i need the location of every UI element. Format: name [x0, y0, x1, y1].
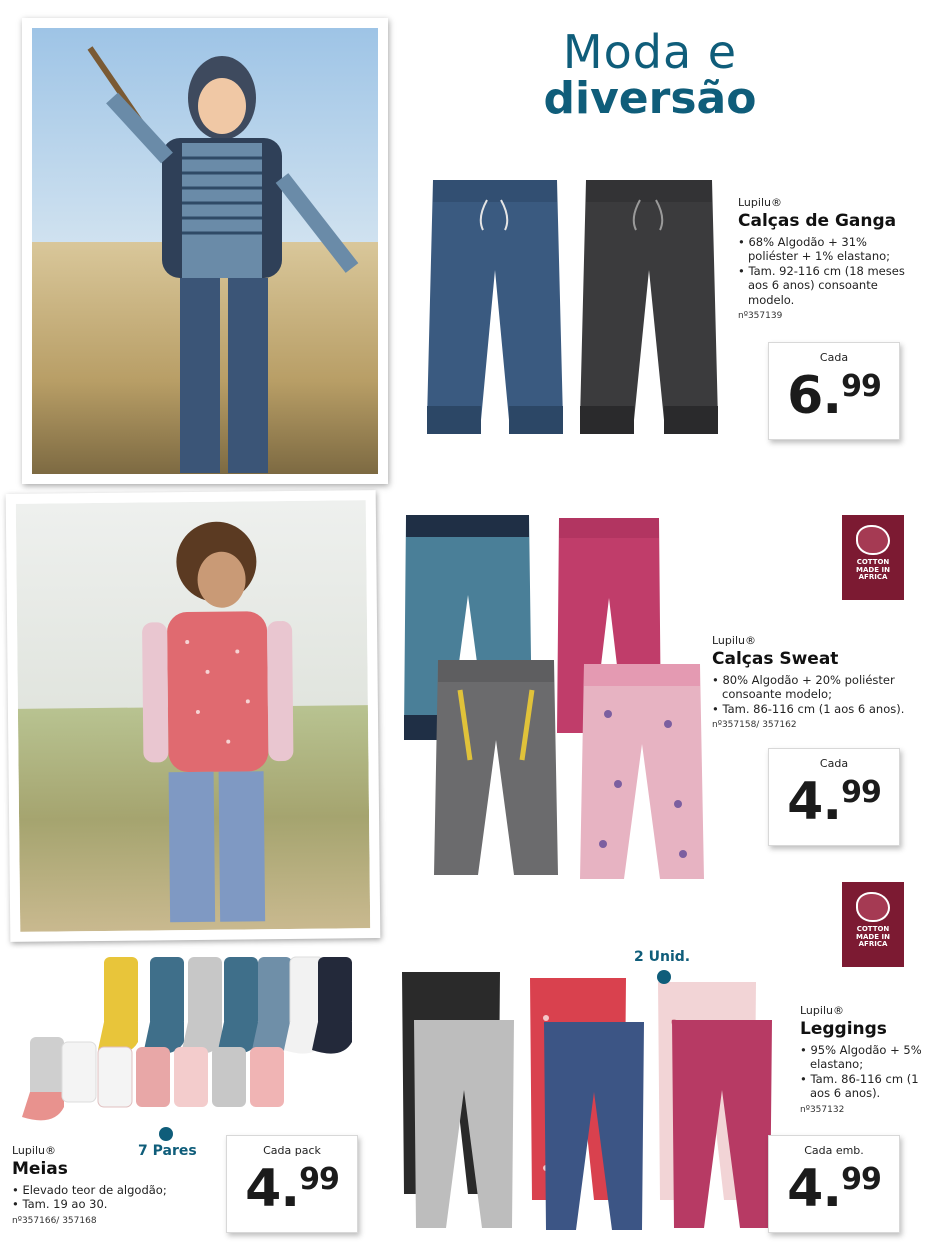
- leggings-name: Leggings: [800, 1019, 887, 1039]
- socks-feature: • Tam. 19 ao 30.: [12, 1197, 212, 1211]
- price-cents: 99: [841, 775, 881, 810]
- socks-price-box: [226, 1135, 358, 1233]
- socks-image: [12, 952, 357, 1137]
- leggings-ref: nº357132: [800, 1104, 845, 1115]
- headline-line1: Moda e: [562, 25, 738, 79]
- sweat-name: Calças Sweat: [712, 649, 839, 669]
- price-label: Cada emb.: [804, 1144, 864, 1157]
- price-value: [769, 1159, 899, 1219]
- jeans-blue-image: [425, 180, 565, 435]
- price-label: Cada pack: [263, 1144, 321, 1157]
- cotton-line3: AFRICA: [858, 573, 888, 582]
- cotton-made-in-africa-logo: [842, 882, 904, 967]
- jeans-feature: • Tam. 92-116 cm (18 meses aos 6 anos) consoante modelo.: [738, 264, 918, 307]
- socks-info: [12, 1144, 212, 1226]
- sweat-features: [712, 673, 912, 716]
- price-value: [227, 1159, 357, 1219]
- sweat-ref: nº357158/ 357162: [712, 720, 797, 731]
- cotton-line2: MADE IN: [856, 565, 890, 574]
- leggings-navy-image: [540, 1022, 648, 1232]
- cotton-line2: MADE IN: [856, 932, 890, 941]
- sweat-info: [712, 634, 912, 730]
- price-cents: 99: [299, 1162, 339, 1197]
- leggings-info: [800, 1004, 930, 1115]
- leggings-price-box: [768, 1135, 900, 1233]
- photo-girl-sweat: [6, 490, 381, 942]
- leggings-brand: Lupilu®: [800, 1004, 844, 1017]
- price-cents: 99: [841, 369, 881, 404]
- cotton-line1: COTTON: [856, 925, 890, 933]
- jeans-price-box: [768, 342, 900, 440]
- jeans-brand: Lupilu®: [738, 196, 782, 209]
- jeans-name: Calças de Ganga: [738, 211, 897, 231]
- price-int: 6.: [787, 366, 842, 426]
- leggings-pack-badge: 2 Unid.: [634, 949, 691, 965]
- jeans-feature: • 68% Algodão + 31% poliéster + 1% elastano;: [738, 235, 918, 264]
- cotton-badge-text: [842, 926, 904, 949]
- socks-feature: • Elevado teor de algodão;: [12, 1183, 212, 1197]
- price-value: [769, 772, 899, 832]
- price-cents: 99: [841, 1162, 881, 1197]
- cotton-made-in-africa-logo: [842, 515, 904, 600]
- photo-boy-jeans: [22, 18, 388, 484]
- sweat-feature: • Tam. 86-116 cm (1 aos 6 anos).: [712, 702, 912, 716]
- cotton-line3: AFRICA: [858, 940, 888, 949]
- sweat-brand: Lupilu®: [712, 634, 756, 647]
- socks-ref: nº357166/ 357168: [12, 1215, 97, 1226]
- leggings-feature: • Tam. 86-116 cm (1 aos 6 anos).: [800, 1072, 930, 1101]
- headline: [520, 25, 780, 125]
- price-int: 4.: [245, 1159, 300, 1219]
- sweat-price-box: [768, 748, 900, 846]
- jeans-ref: nº357139: [738, 310, 783, 321]
- price-label: Cada: [819, 351, 849, 364]
- africa-icon: [856, 525, 890, 555]
- africa-icon: [856, 892, 890, 922]
- price-value: [769, 366, 899, 426]
- headline-line2: diversão: [543, 73, 757, 125]
- socks-pack-badge: 7 Pares: [138, 1143, 197, 1159]
- sweat-floral-image: [578, 664, 706, 889]
- cotton-line1: COTTON: [856, 558, 890, 566]
- jeans-info: [738, 196, 918, 321]
- socks-features: [12, 1183, 212, 1212]
- leggings-magenta-image: [668, 1020, 776, 1232]
- socks-name: Meias: [12, 1159, 68, 1179]
- leggings-grey-image: [410, 1020, 518, 1232]
- socks-badge-dot: [159, 1127, 173, 1141]
- price-int: 4.: [787, 1159, 842, 1219]
- jeans-black-image: [578, 180, 720, 435]
- jeans-features: [738, 235, 918, 307]
- socks-brand: Lupilu®: [12, 1144, 56, 1157]
- sweat-feature: • 80% Algodão + 20% poliéster consoante modelo;: [712, 673, 912, 702]
- cotton-badge-text: [842, 559, 904, 582]
- price-int: 4.: [787, 772, 842, 832]
- leggings-badge-dot: [657, 970, 671, 984]
- leggings-feature: • 95% Algodão + 5% elastano;: [800, 1043, 930, 1072]
- leggings-features: [800, 1043, 930, 1101]
- price-label: Cada: [819, 757, 849, 770]
- sweat-grey-image: [432, 660, 560, 885]
